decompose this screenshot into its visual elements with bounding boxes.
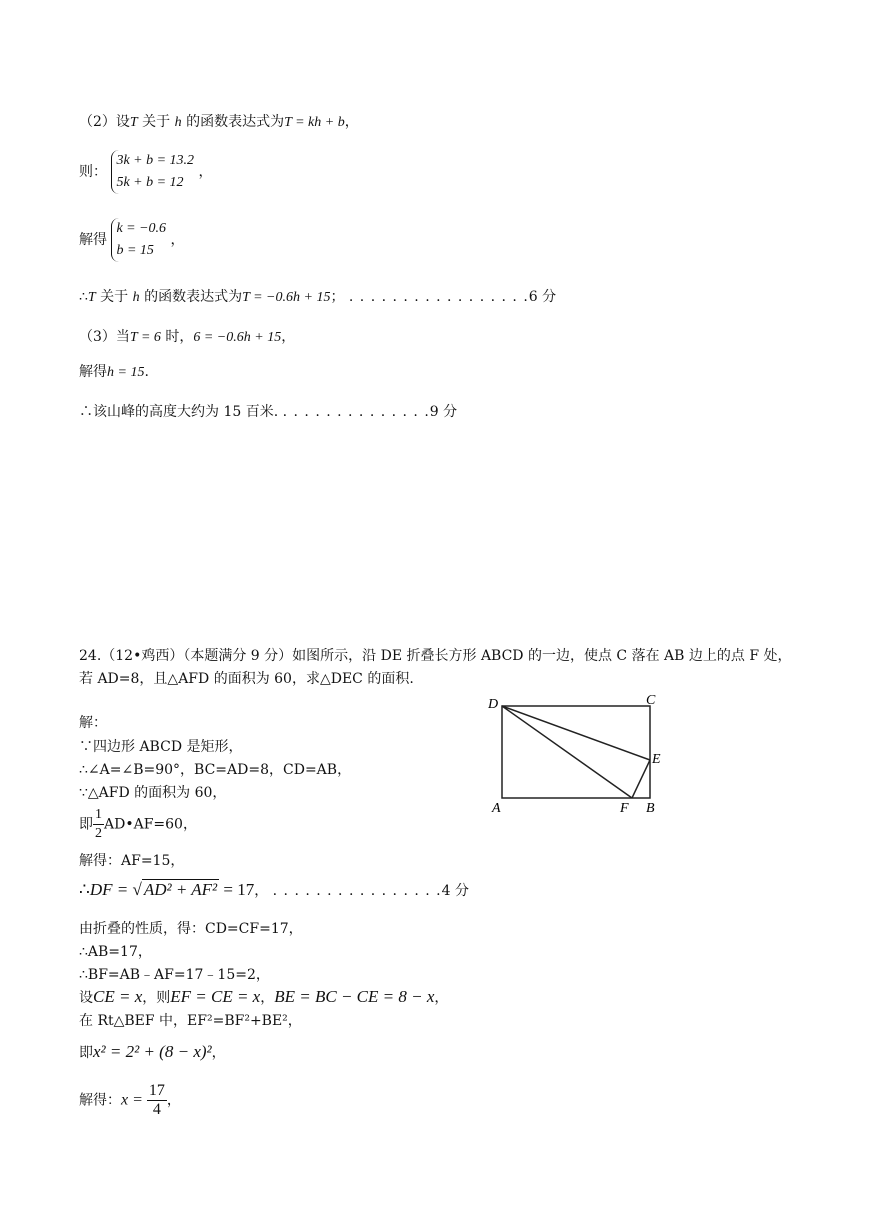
punct: . — [144, 364, 149, 380]
score-leader: . . . . . . . . . . . . . . . . — [272, 883, 442, 899]
text: ∴该山峰的高度大约为 15 百米. — [79, 404, 279, 420]
punct: ， — [434, 990, 449, 1006]
numerator: 17 — [148, 1082, 165, 1099]
var-T: T — [129, 115, 138, 130]
denominator: 2 — [95, 826, 102, 841]
equation-system — [111, 150, 194, 194]
q24-statement-line1: 24.（12•鸡西）（本题满分 9 分）如图所示，沿 DE 折叠长方形 ABCD 的一边，使点 C 落在 AB 边上的点 F 处， — [79, 648, 792, 664]
part2-solution-line: 解得 k = −0.6 b = 15 ， — [79, 218, 185, 262]
formula: T = −0.6h + 15 — [242, 290, 331, 305]
punct: ， — [211, 1045, 226, 1061]
punct: ； — [330, 289, 345, 305]
part3-intro-line — [79, 327, 295, 348]
text: （2）设 — [79, 114, 130, 130]
fraction-half — [93, 806, 104, 843]
step-13 — [79, 1082, 181, 1119]
numerator: 1 — [93, 806, 104, 825]
step-1: ∵四边形 ABCD 是矩形， — [79, 739, 243, 755]
denominator: 4 — [152, 1101, 161, 1118]
formula: T = kh + b — [284, 115, 345, 130]
step-6: ∴DF = √ AD² + AF² = 17， . . . . . . . . . . . . . . . .4 分 — [79, 880, 469, 899]
label-f: F — [620, 801, 629, 816]
text: 的函数表达式为 — [139, 289, 243, 305]
step-3: ∵△AFD 的面积为 60， — [79, 785, 227, 801]
text: 解得： — [79, 1092, 121, 1109]
step-2: ∴∠A=∠B=90°，BC=AD=8，CD=AB， — [79, 762, 352, 778]
part3-conclusion-line — [79, 402, 457, 422]
segment-fe — [632, 760, 650, 798]
step-11: 在 Rt△BEF 中，EF²=BF²+BE²， — [79, 1013, 302, 1029]
label-e: E — [652, 752, 661, 767]
text: 解得 — [79, 232, 107, 248]
fraction-17-4 — [147, 1082, 167, 1119]
formula: EF = CE = x — [170, 987, 261, 1006]
score-leader: . . . . . . . . . . . . . . — [282, 404, 430, 420]
var-h: h — [174, 115, 182, 130]
punct: ， — [254, 883, 269, 899]
text: 的函数表达式为 — [181, 114, 285, 130]
equation-1: 3k + b = 13.2 — [116, 153, 195, 168]
label-a: A — [492, 801, 501, 816]
formula: CE = x — [93, 987, 143, 1006]
part2-intro-line — [79, 112, 359, 133]
step-5: 解得：AF=15， — [79, 853, 185, 869]
step-10: 设CE = x，则EF = CE = x，BE = BC − CE = 8 − x， — [79, 987, 449, 1006]
punct: ， — [344, 114, 359, 130]
text: 则： — [79, 164, 107, 180]
step-9: ∴BF=AB﹣AF=17﹣15=2， — [79, 967, 270, 983]
formula: = 17 — [219, 880, 255, 899]
label-c: C — [646, 693, 656, 708]
step-7: 由折叠的性质，得：CD=CF=17， — [79, 921, 303, 937]
punct: ， — [166, 1092, 181, 1109]
part2-conclusion-line — [79, 287, 556, 308]
score-mark: 6 分 — [528, 289, 557, 305]
part2-system-line: 则： 3k + b = 13.2 5k + b = 12 ， — [79, 150, 213, 194]
formula: DF = — [89, 880, 133, 899]
segment-de — [502, 706, 650, 760]
text: 即 — [79, 1045, 93, 1061]
formula: x = — [121, 1091, 147, 1109]
score-mark: 9 分 — [429, 404, 458, 420]
solution-2: b = 15 — [116, 243, 154, 258]
text: 设 — [79, 990, 93, 1006]
var-h: h — [132, 290, 140, 305]
text: 即 — [79, 816, 93, 833]
label-b: B — [646, 801, 655, 816]
text: 关于 — [95, 289, 133, 305]
q24-statement-line2: 若 AD=8，且△AFD 的面积为 60，求△DEC 的面积. — [79, 671, 414, 687]
therefore-symbol: ∴ — [79, 880, 90, 899]
var-T: T — [87, 290, 96, 305]
solution-label: 解： — [79, 715, 107, 731]
formula: h = 15 — [107, 365, 145, 380]
score-leader: . . . . . . . . . . . . . . . . . — [348, 289, 529, 305]
text: （3）当 — [79, 329, 130, 345]
solution-1: k = −0.6 — [116, 221, 167, 236]
step-12 — [79, 1042, 226, 1063]
text: 解得 — [79, 364, 107, 380]
part3-solve-line — [79, 362, 149, 383]
text: AD•AF=60， — [104, 816, 197, 833]
text: 关于 — [137, 114, 175, 130]
formula: x² = 2² + (8 − x)² — [93, 1042, 212, 1061]
segment-df — [502, 706, 632, 798]
solution-system — [111, 218, 166, 262]
formula: 6 = −0.6h + 15 — [193, 330, 282, 345]
formula: BE = BC − CE = 8 − x — [274, 987, 435, 1006]
equation-2: 5k + b = 12 — [116, 175, 184, 190]
geometry-figure — [488, 690, 668, 820]
step-8: ∴AB=17， — [79, 944, 152, 960]
label-d: D — [488, 697, 499, 712]
score-mark: 4 分 — [441, 883, 469, 899]
therefore-symbol: ∴ — [79, 289, 88, 305]
text: 时， — [160, 329, 194, 345]
step-4 — [79, 806, 197, 843]
text: ，则 — [142, 990, 171, 1006]
formula: T = 6 — [129, 330, 161, 345]
sqrt-radicand: AD² + AF² — [143, 880, 218, 899]
punct: ， — [281, 329, 296, 345]
